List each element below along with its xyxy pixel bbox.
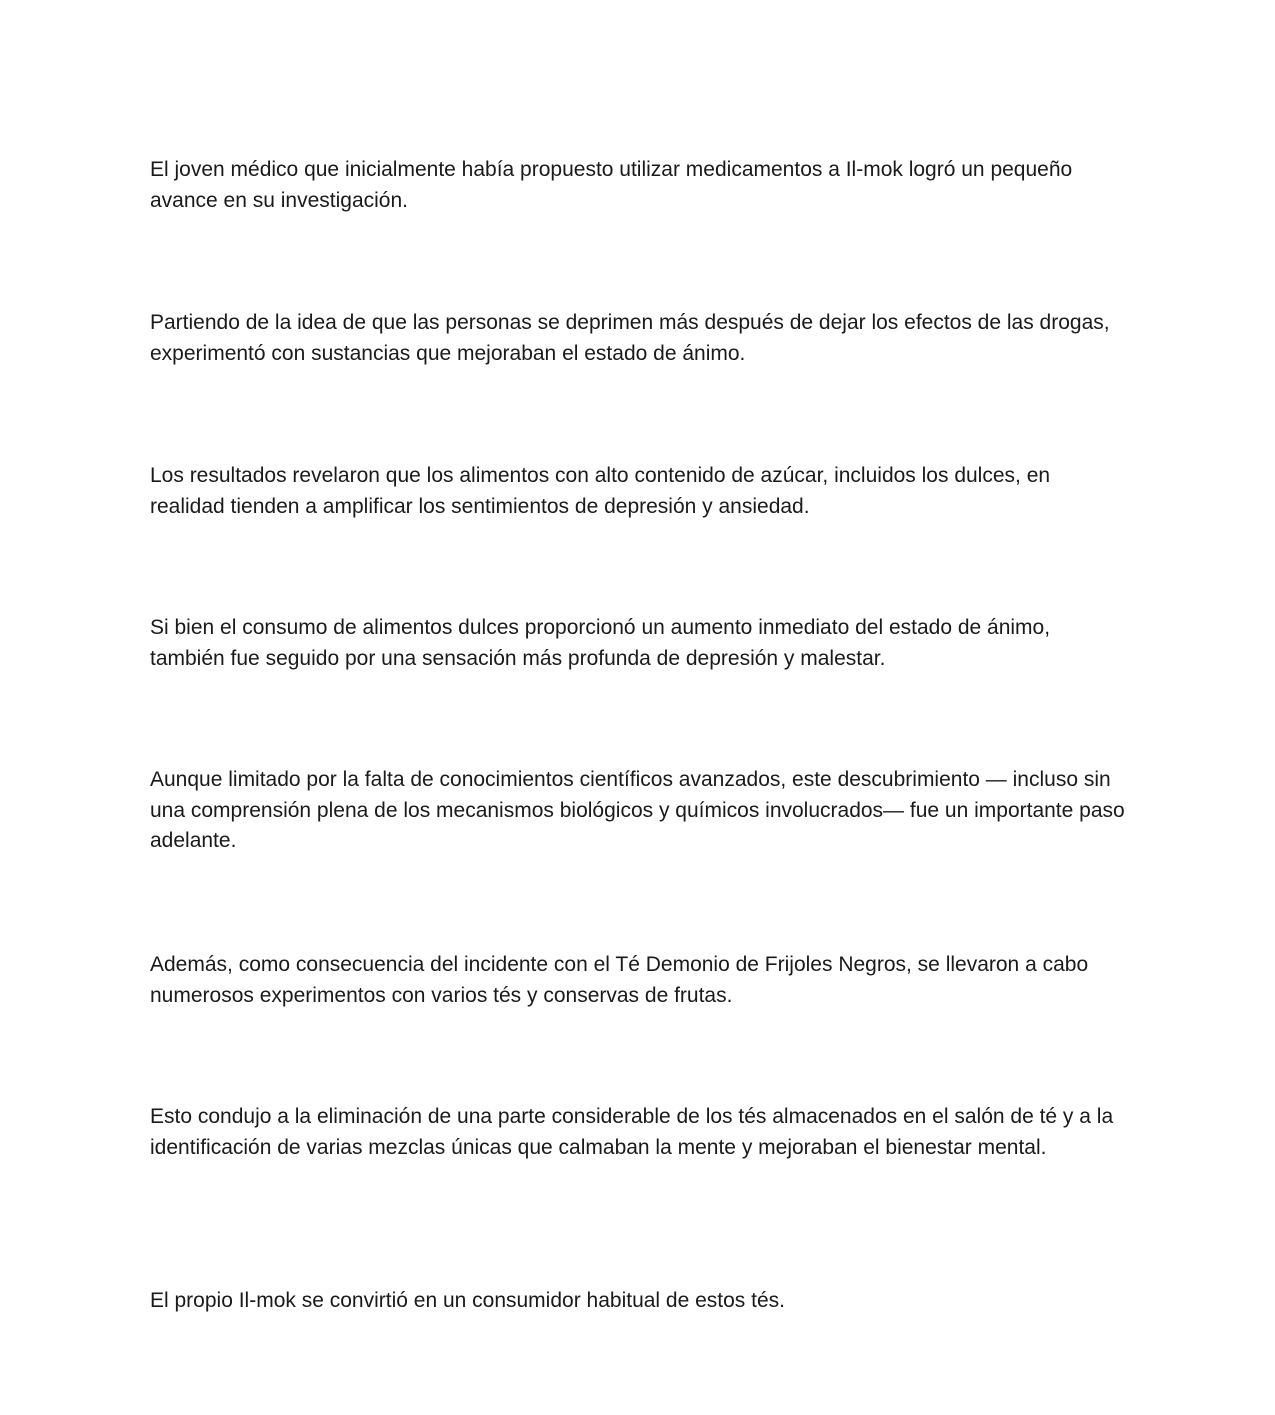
paragraph: Si bien el consumo de alimentos dulces proporcionó un aumento inmediato del estado de ánimo, también fue seguido por una sensación más profunda de depresión y malestar. [150,616,1051,670]
paragraph: Los resultados revelaron que los alimentos con alto contenido de azúcar, incluidos los dulces, en realidad tienden a amplificar los sentimientos de depresión y ansiedad. [150,464,1051,518]
paragraph: Aunque limitado por la falta de conocimientos científicos avanzados, este descubrimiento — incluso sin una comprensión plena de los mecanismos biológicos y químicos involucrados— fue un importante paso adelante. [150,768,1125,852]
paragraph: El propio Il-mok se convirtió en un consumidor habitual de estos tés. [150,1289,785,1312]
paragraph: Partiendo de la idea de que las personas se deprimen más después de dejar los efectos de las drogas, experimentó con sustancias que mejoraban el estado de ánimo. [150,311,1110,365]
paragraph: Esto condujo a la eliminación de una parte considerable de los tés almacenados en el salón de té y a la identificación de varias mezclas únicas que calmaban la mente y mejoraban el bienestar mental. [150,1105,1114,1159]
paragraph: Además, como consecuencia del incidente con el Té Demonio de Frijoles Negros, se llevaron a cabo numerosos experimentos con varios tés y conservas de frutas. [150,953,1089,1007]
paragraph: El joven médico que inicialmente había propuesto utilizar medicamentos a Il-mok logró un pequeño avance en su investigación. [150,158,1073,212]
